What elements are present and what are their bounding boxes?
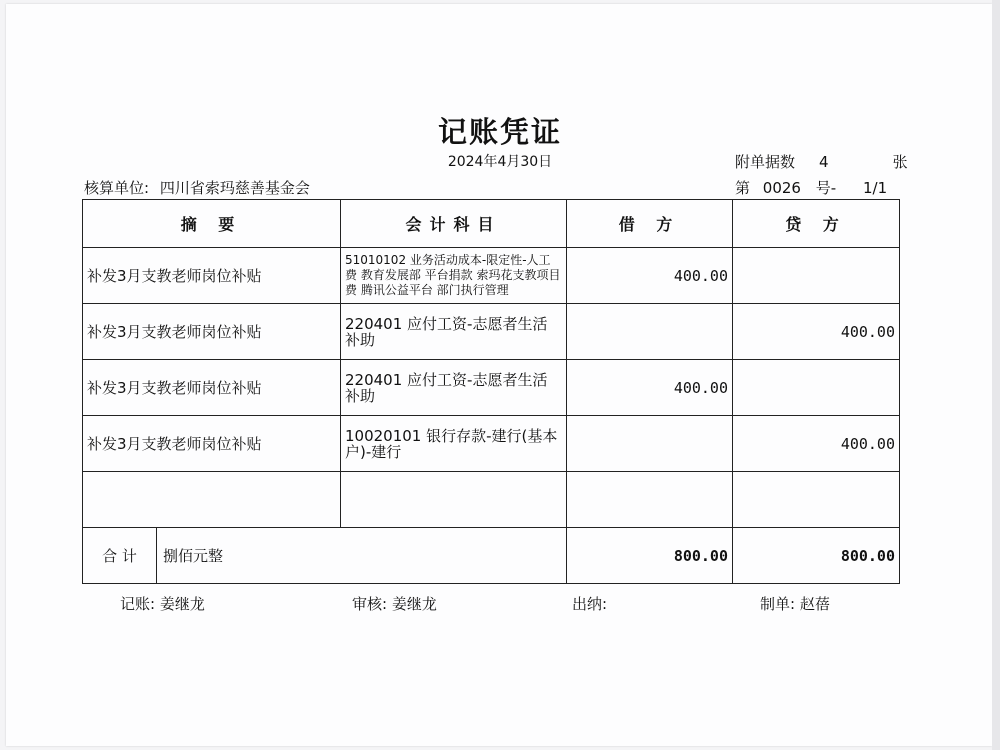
row-account: 220401 应付工资-志愿者生活补助 — [341, 304, 567, 360]
accounting-unit-value: 四川省索玛慈善基金会 — [159, 179, 310, 197]
table-row — [83, 416, 900, 472]
row-summary — [83, 472, 341, 528]
attachment-unit: 张 — [892, 153, 908, 171]
header-debit: 借 方 — [567, 200, 733, 248]
header-summary: 摘 要 — [83, 200, 341, 248]
total-debit: 800.00 — [567, 528, 733, 584]
total-label: 合 计 — [83, 528, 157, 583]
voucher-date: 2024年4月30日 — [447, 154, 553, 170]
attachment-number: 4 — [819, 153, 829, 171]
table-row-empty — [83, 472, 900, 528]
row-account: 51010102 业务活动成本-限定性-人工费 教育发展部 平台捐款 索玛花支教项目费 腾讯公益平台 部门执行管理 — [341, 248, 567, 304]
row-debit: 400.00 — [567, 248, 733, 304]
row-credit: 400.00 — [733, 416, 900, 472]
attachment-count — [735, 151, 908, 172]
row-summary: 补发3月支教老师岗位补贴 — [83, 360, 341, 416]
row-summary: 补发3月支教老师岗位补贴 — [83, 304, 341, 360]
total-cell — [83, 528, 567, 584]
attachment-label: 附单据数 — [735, 153, 796, 171]
total-amount-words: 捌佰元整 — [163, 547, 224, 565]
voucher-number — [735, 177, 887, 198]
table-row — [83, 248, 900, 304]
header-account: 会计科目 — [341, 200, 567, 248]
voucher-page: 1/1 — [862, 179, 888, 197]
row-account: 220401 应付工资-志愿者生活补助 — [341, 360, 567, 416]
table-row — [83, 360, 900, 416]
row-debit — [567, 416, 733, 472]
row-summary: 补发3月支教老师岗位补贴 — [83, 416, 341, 472]
row-summary: 补发3月支教老师岗位补贴 — [83, 248, 341, 304]
header-credit: 贷 方 — [733, 200, 900, 248]
row-debit — [567, 472, 733, 528]
row-debit — [567, 304, 733, 360]
row-credit — [733, 248, 900, 304]
row-credit — [733, 360, 900, 416]
reviewer-signature: 审核: 姜继龙 — [352, 595, 437, 613]
voucher-title: 记账凭证 — [437, 115, 562, 149]
voucher-table — [82, 199, 900, 584]
total-credit: 800.00 — [733, 528, 900, 584]
total-row — [83, 528, 900, 584]
table-row — [83, 304, 900, 360]
voucher-number-prefix: 第 — [735, 179, 751, 197]
row-credit — [733, 472, 900, 528]
row-debit: 400.00 — [567, 360, 733, 416]
accounting-unit-label: 核算单位: — [84, 179, 150, 197]
row-account: 10020101 银行存款-建行(基本户)-建行 — [341, 416, 567, 472]
preparer-signature: 制单: 赵蓓 — [760, 595, 830, 613]
bookkeeper-signature: 记账: 姜继龙 — [120, 595, 205, 613]
table-header-row — [83, 200, 900, 248]
voucher-number-value: 0026 — [762, 179, 801, 197]
voucher-number-suffix: 号- — [815, 179, 837, 197]
row-credit: 400.00 — [733, 304, 900, 360]
cashier-signature: 出纳: — [572, 595, 608, 613]
row-account — [341, 472, 567, 528]
accounting-unit — [84, 177, 310, 198]
